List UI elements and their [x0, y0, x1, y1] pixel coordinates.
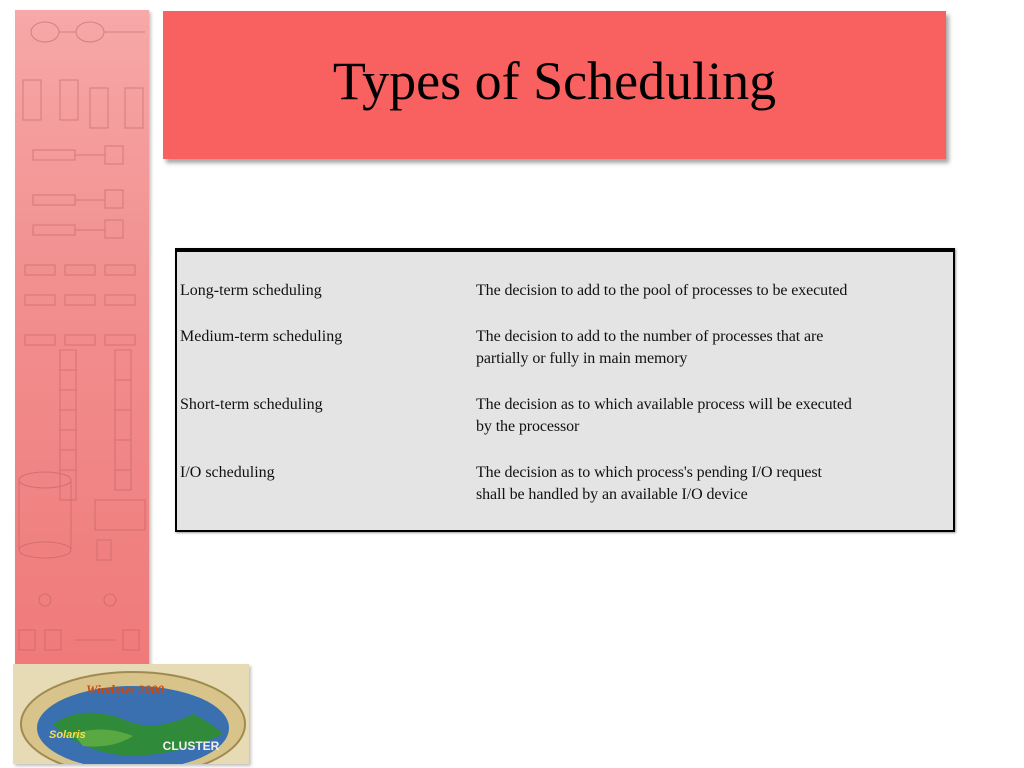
globe-logo-icon	[13, 664, 249, 764]
table-row	[177, 280, 953, 302]
row-term: I/O scheduling	[180, 464, 275, 481]
table-row	[177, 394, 953, 438]
row-description	[476, 462, 952, 506]
row-description-line: The decision as to which process's pending I/O request	[476, 464, 822, 481]
cluster-logo	[13, 664, 249, 764]
row-description-line: shall be handled by an available I/O device	[476, 486, 748, 503]
row-description-line: The decision to add to the number of processes that are	[476, 328, 824, 345]
scheduling-table	[175, 248, 955, 532]
logo-text-windows: Windows 2000	[86, 682, 164, 697]
side-diagram-strip	[15, 10, 149, 665]
logo-text-solaris: Solaris	[49, 729, 86, 741]
row-description-line: The decision to add to the pool of processes to be executed	[476, 282, 848, 299]
slide-title: Types of Scheduling	[332, 51, 777, 111]
title-banner	[163, 11, 946, 159]
row-description	[476, 326, 952, 370]
row-description-line: by the processor	[476, 418, 580, 435]
row-description	[476, 394, 952, 438]
logo-text-cluster: CLUSTER	[162, 739, 220, 753]
os-diagram-background-icon	[15, 10, 149, 665]
row-term: Medium-term scheduling	[180, 328, 343, 345]
row-description-line: The decision as to which available process will be executed	[476, 396, 852, 413]
row-description	[476, 280, 952, 302]
row-term: Long-term scheduling	[180, 282, 322, 299]
row-term: Short-term scheduling	[180, 396, 323, 413]
table-row	[177, 462, 953, 506]
row-description-line: partially or fully in main memory	[476, 350, 688, 367]
table-row	[177, 326, 953, 370]
